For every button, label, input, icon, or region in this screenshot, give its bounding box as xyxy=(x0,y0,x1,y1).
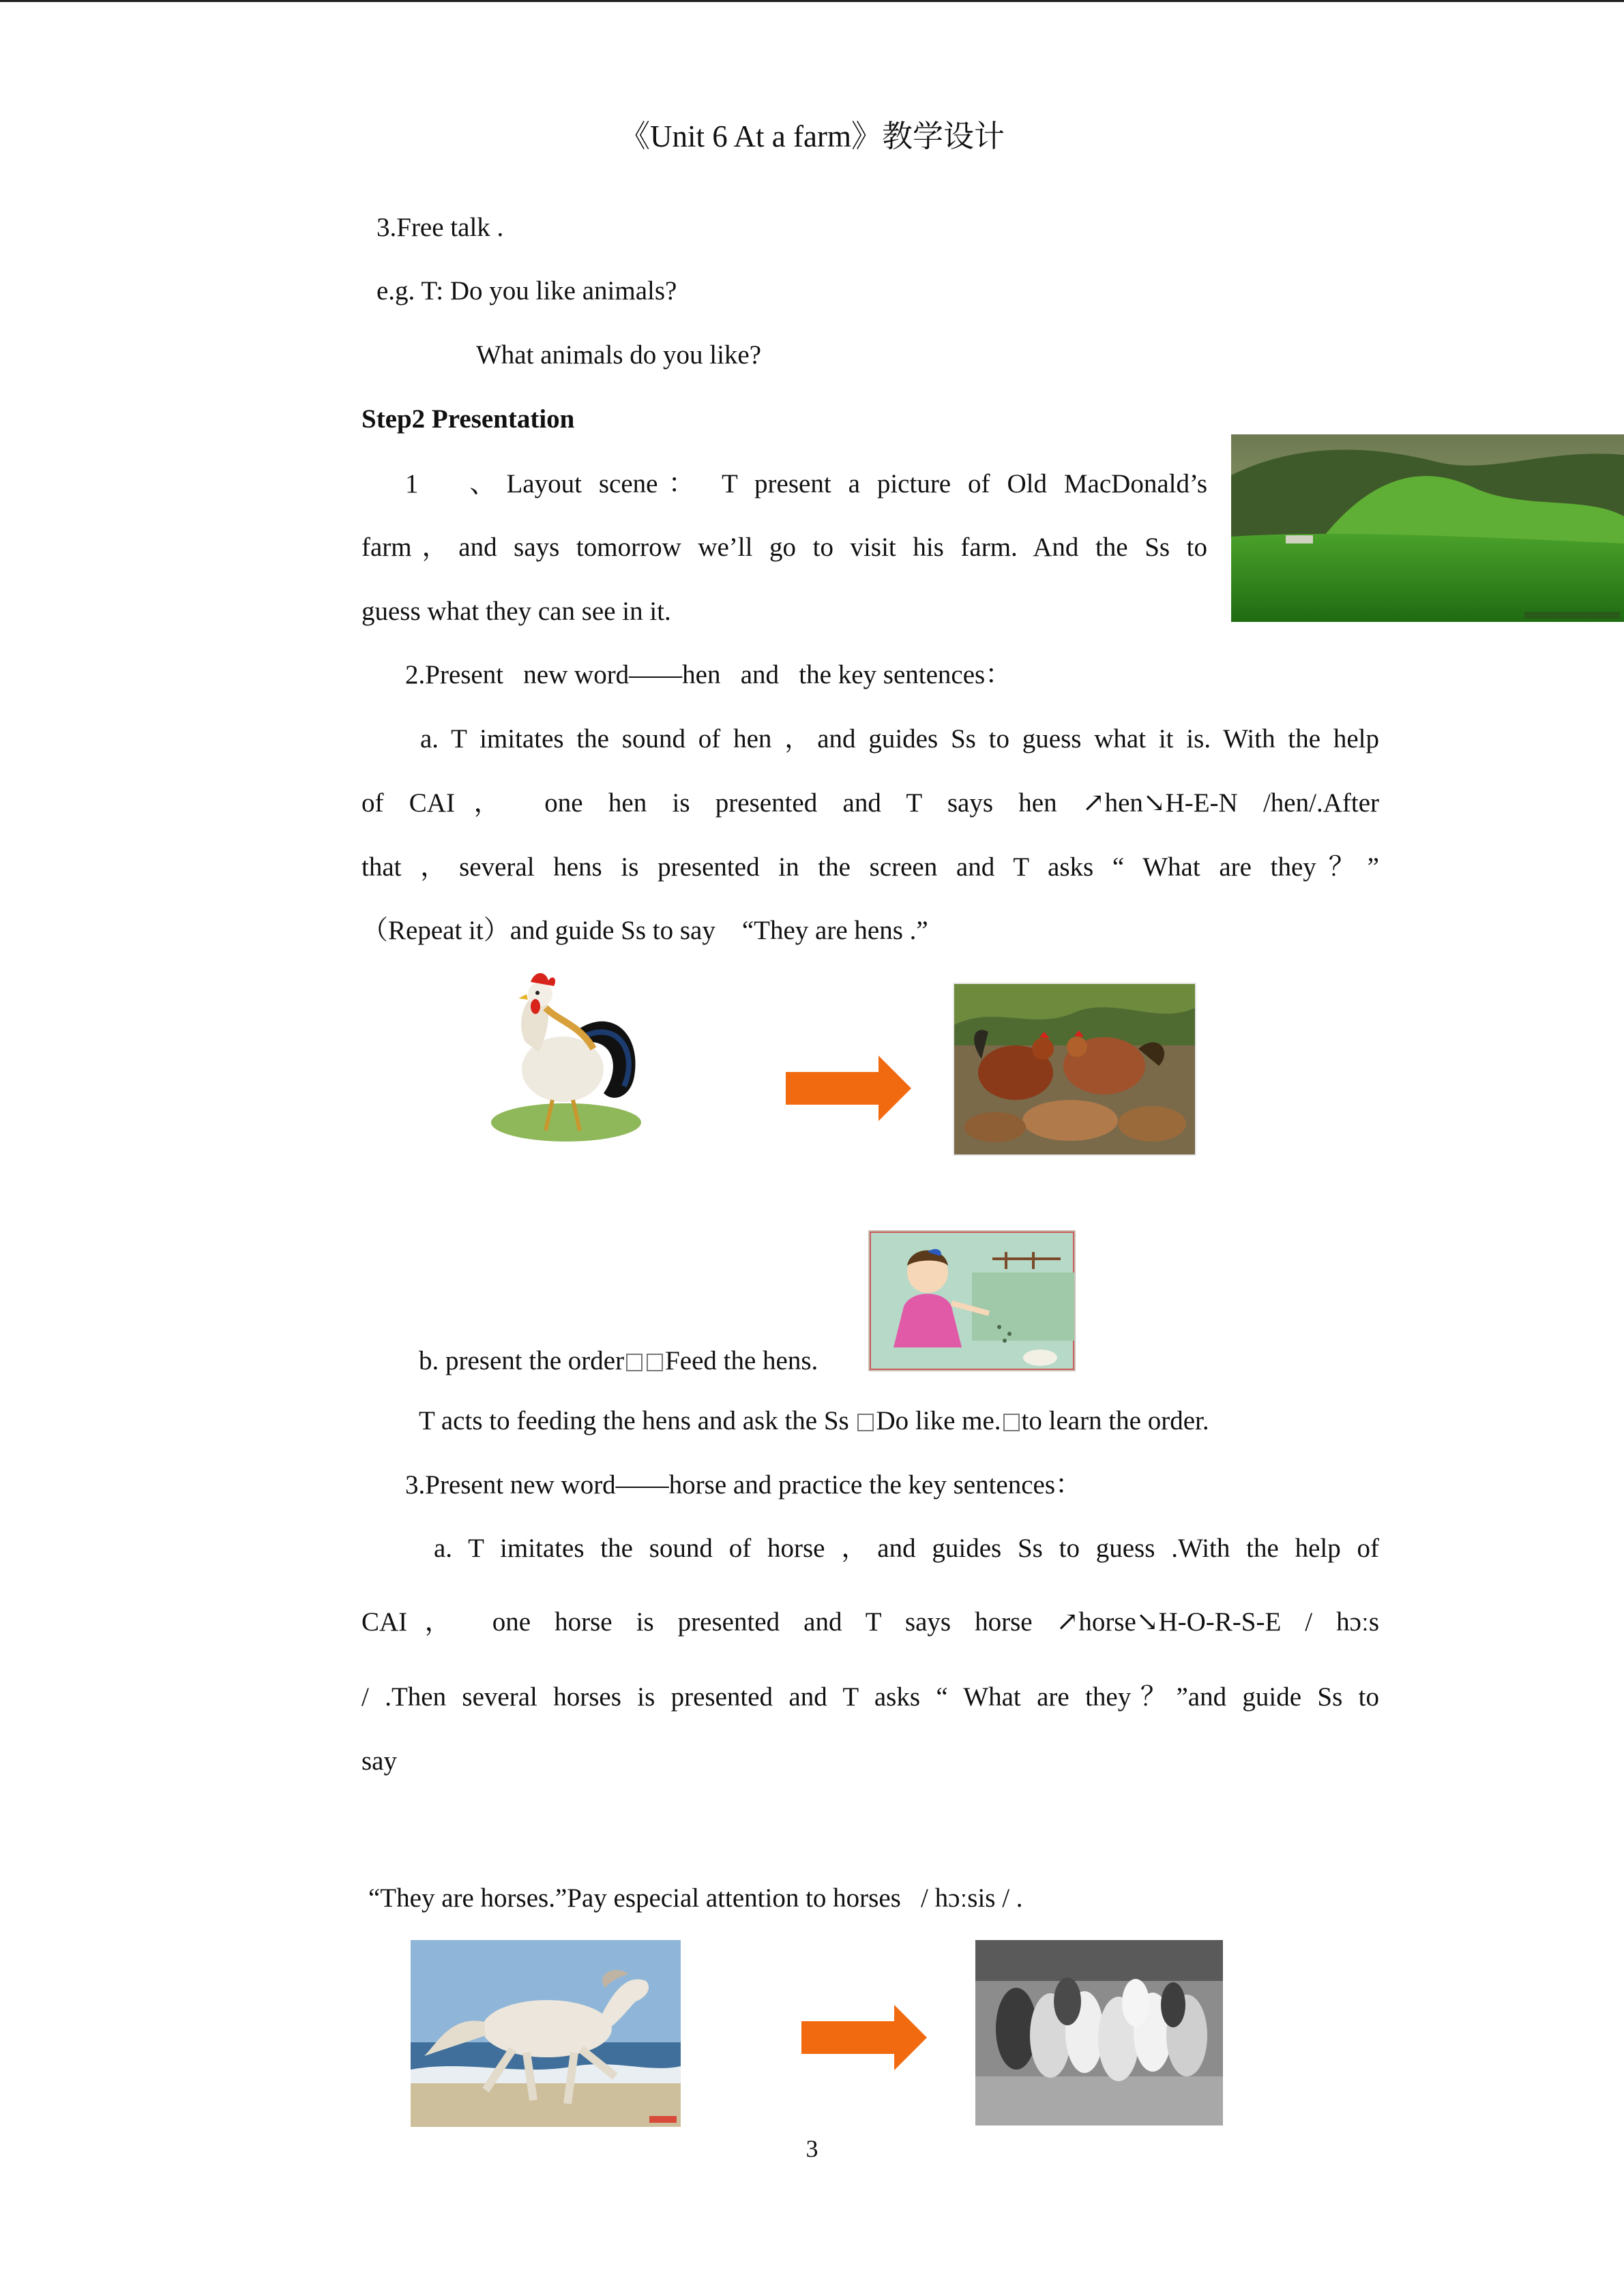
item3a-line5: “They are horses.”Pay especial attention to horses / hɔːsis / . xyxy=(368,1883,1023,1913)
arrow-right-icon xyxy=(801,2005,927,2070)
item3a-line1: a. T imitates the sound of horse ，and guides Ss to guess .With the help of xyxy=(434,1534,1379,1563)
girl-feeding-hens-image xyxy=(868,1230,1076,1371)
item2a-line2: of CAI， one hen is presented and T says hen ↗hen↘H-E-N /hen/.After xyxy=(361,788,1379,818)
item2a-line4: （Repeat it）and guide Ss to say “They are hens .” xyxy=(361,916,928,945)
free-talk-example: e.g. T: Do you like animals? xyxy=(377,276,677,305)
missing-glyph-icon xyxy=(857,1414,874,1431)
item1-line1: 1 、Layout scene： T present a picture of Old MacDonald’s xyxy=(405,469,1207,498)
item2-heading: 2.Present new word——hen and the key sentences： xyxy=(405,660,1012,689)
item2b-line2-end: to learn the order. xyxy=(1021,1406,1209,1435)
arrow-right-icon xyxy=(786,1056,911,1121)
document-title: 《Unit 6 At a farm》教学设计 xyxy=(619,119,1005,153)
item2b-line2-text: T acts to feeding the hens and ask the Ss xyxy=(419,1406,856,1435)
item2b-line1 xyxy=(419,1343,818,1379)
farm-landscape-image xyxy=(1231,434,1624,622)
single-horse-image xyxy=(411,1940,681,2127)
missing-glyph-icon xyxy=(1003,1414,1020,1431)
page-number: 3 xyxy=(806,2135,818,2162)
item3a-line4: say xyxy=(361,1746,397,1776)
item1-line3: guess what they can see in it. xyxy=(361,597,671,626)
item1-line2: farm，and says tomorrow we’ll go to visit his farm. And the Ss to xyxy=(361,533,1207,562)
missing-glyph-icon xyxy=(647,1354,663,1371)
item2a-line1: a. T imitates the sound of hen ，and guides Ss to guess what it is. With the help xyxy=(420,724,1379,754)
page-top-border xyxy=(0,0,1624,2)
hens-group-image xyxy=(953,983,1196,1156)
item2a-line3: that ，several hens is presented in the screen and T asks “ What are they？” xyxy=(361,852,1379,882)
step2-heading: Step2 Presentation xyxy=(361,404,575,434)
item2b-order: Feed the hens. xyxy=(665,1346,818,1375)
item2b-line2-order: Do like me. xyxy=(876,1406,1001,1435)
horses-herd-image xyxy=(975,1940,1223,2126)
free-talk-heading: 3.Free talk . xyxy=(377,213,504,242)
missing-glyph-icon xyxy=(626,1354,643,1371)
item3-heading: 3.Present new word——horse and practice the key sentences： xyxy=(405,1470,1082,1500)
item3a-line2: CAI， one horse is presented and T says horse ↗horse↘H-O-R-S-E / hɔːs xyxy=(361,1607,1379,1637)
item2b-line2 xyxy=(419,1403,1209,1439)
free-talk-question: What animals do you like? xyxy=(476,340,762,370)
item2b-text: b. present the order xyxy=(419,1346,625,1375)
item3a-line3: / .Then several horses is presented and T asks “ What are they？”and guide Ss to xyxy=(361,1682,1379,1712)
single-hen-image xyxy=(477,967,648,1146)
